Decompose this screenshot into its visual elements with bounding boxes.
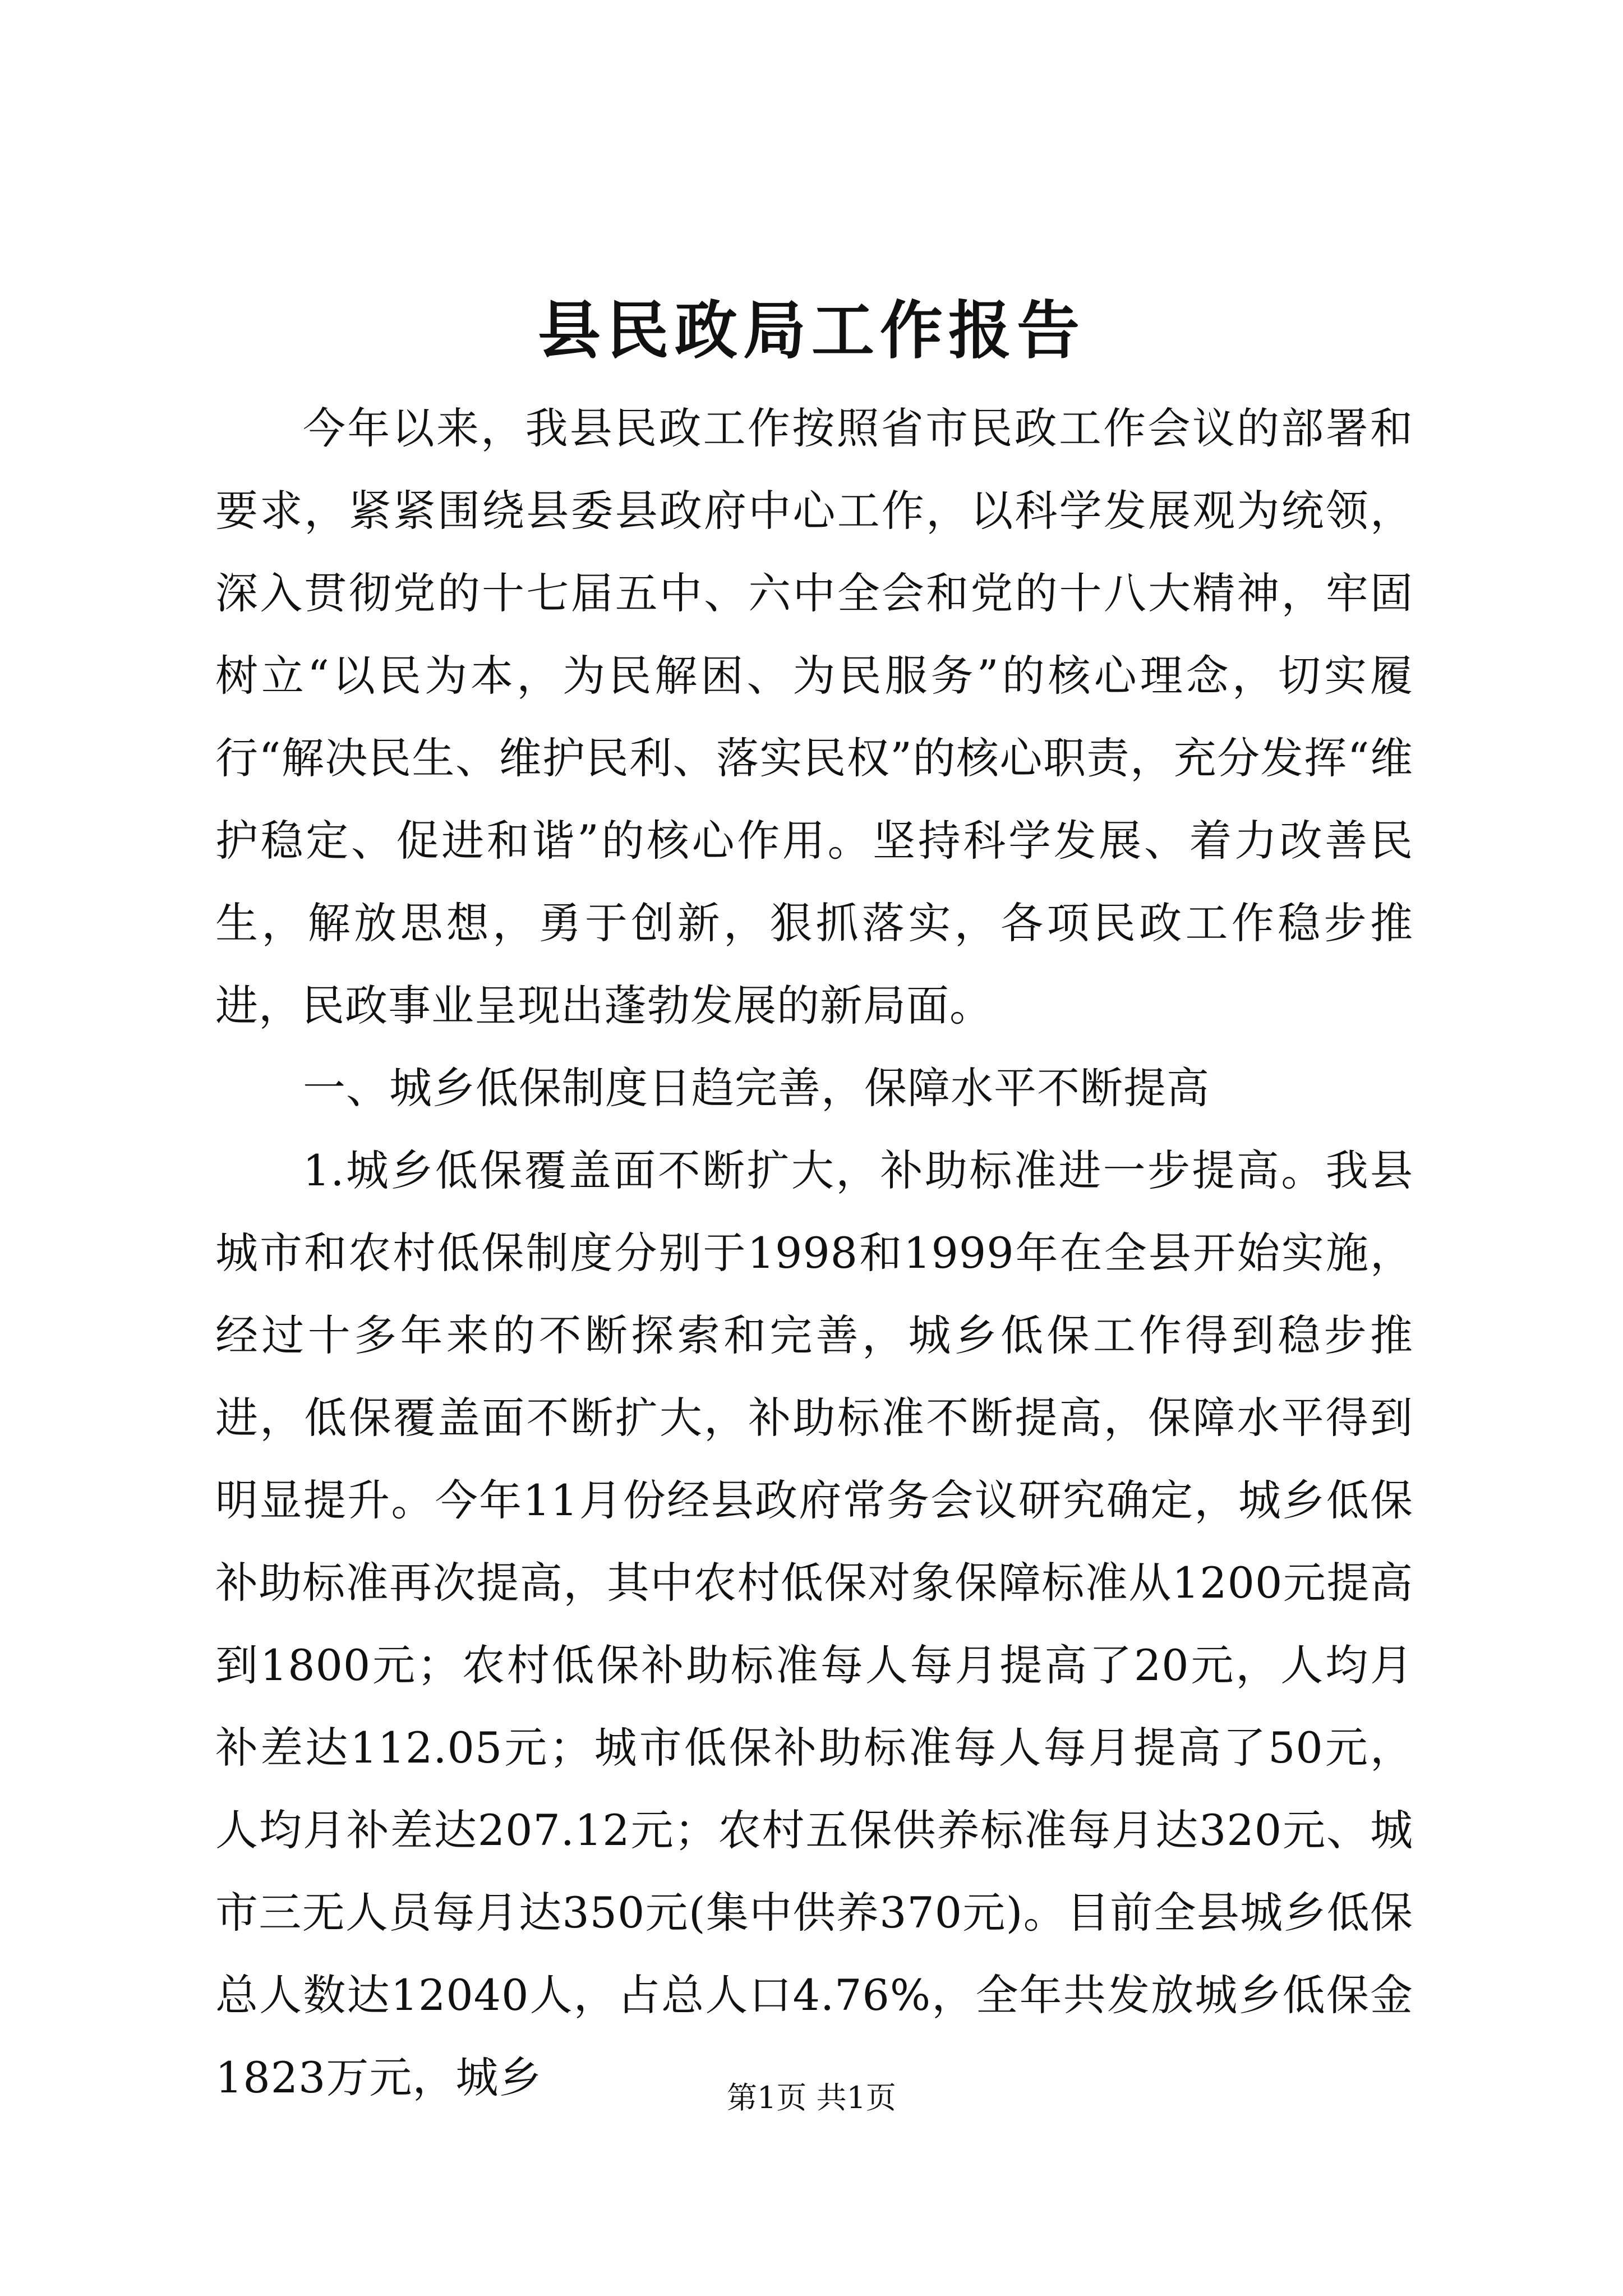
- page-title: 县民政局工作报告: [538, 294, 1085, 367]
- section-paragraph: 1.城乡低保覆盖面不断扩大，补助标准进一步提高。我县城市和农村低保制度分别于1998和1999年在全县开始实施，经过十多年来的不断探索和完善，城乡低保工作得到稳步推进，低保覆盖面不断扩大，补助标准不断提高，保障水平得到明显提升。今年11月份经县政府常务会议研究确定，城乡低保补助标准再次提高，其中农村低保对象保障标准从1200元提高到1800元；农村低保补助标准每人每月提高了20元，人均月补差达112.05元；城市低保补助标准每人每月提高了50元，人均月补差达207.12元；农村五保供养标准每月达320元、城市三无人员每月达350元(集中供养370元)。目前全县城乡低保总人数达12040人，占总人口4.76%，全年共发放城乡低保金1823万元，城乡: [215, 1145, 1413, 2102]
- page-number: 第1页 共1页: [727, 2080, 896, 2115]
- intro-paragraph: 今年以来，我县民政工作按照省市民政工作会议的部署和要求，紧紧围绕县委县政府中心工作，以科学发展观为统领，深入贯彻党的十七届五中、六中全会和党的十八大精神，牢固树立“以民为本，为民解困、为民服务”的核心理念，切实履行“解决民生、维护民利、落实民权”的核心职责，充分发挥“维护稳定、促进和谐”的核心作用。坚持科学发展、着力改善民生，解放思想，勇于创新，狠抓落实，各项民政工作稳步推进，民政事业呈现出蓬勃发展的新局面。: [215, 403, 1413, 1030]
- section-heading: 一、城乡低保制度日趋完善，保障水平不断提高: [303, 1063, 1210, 1113]
- document-body: [215, 387, 1413, 2119]
